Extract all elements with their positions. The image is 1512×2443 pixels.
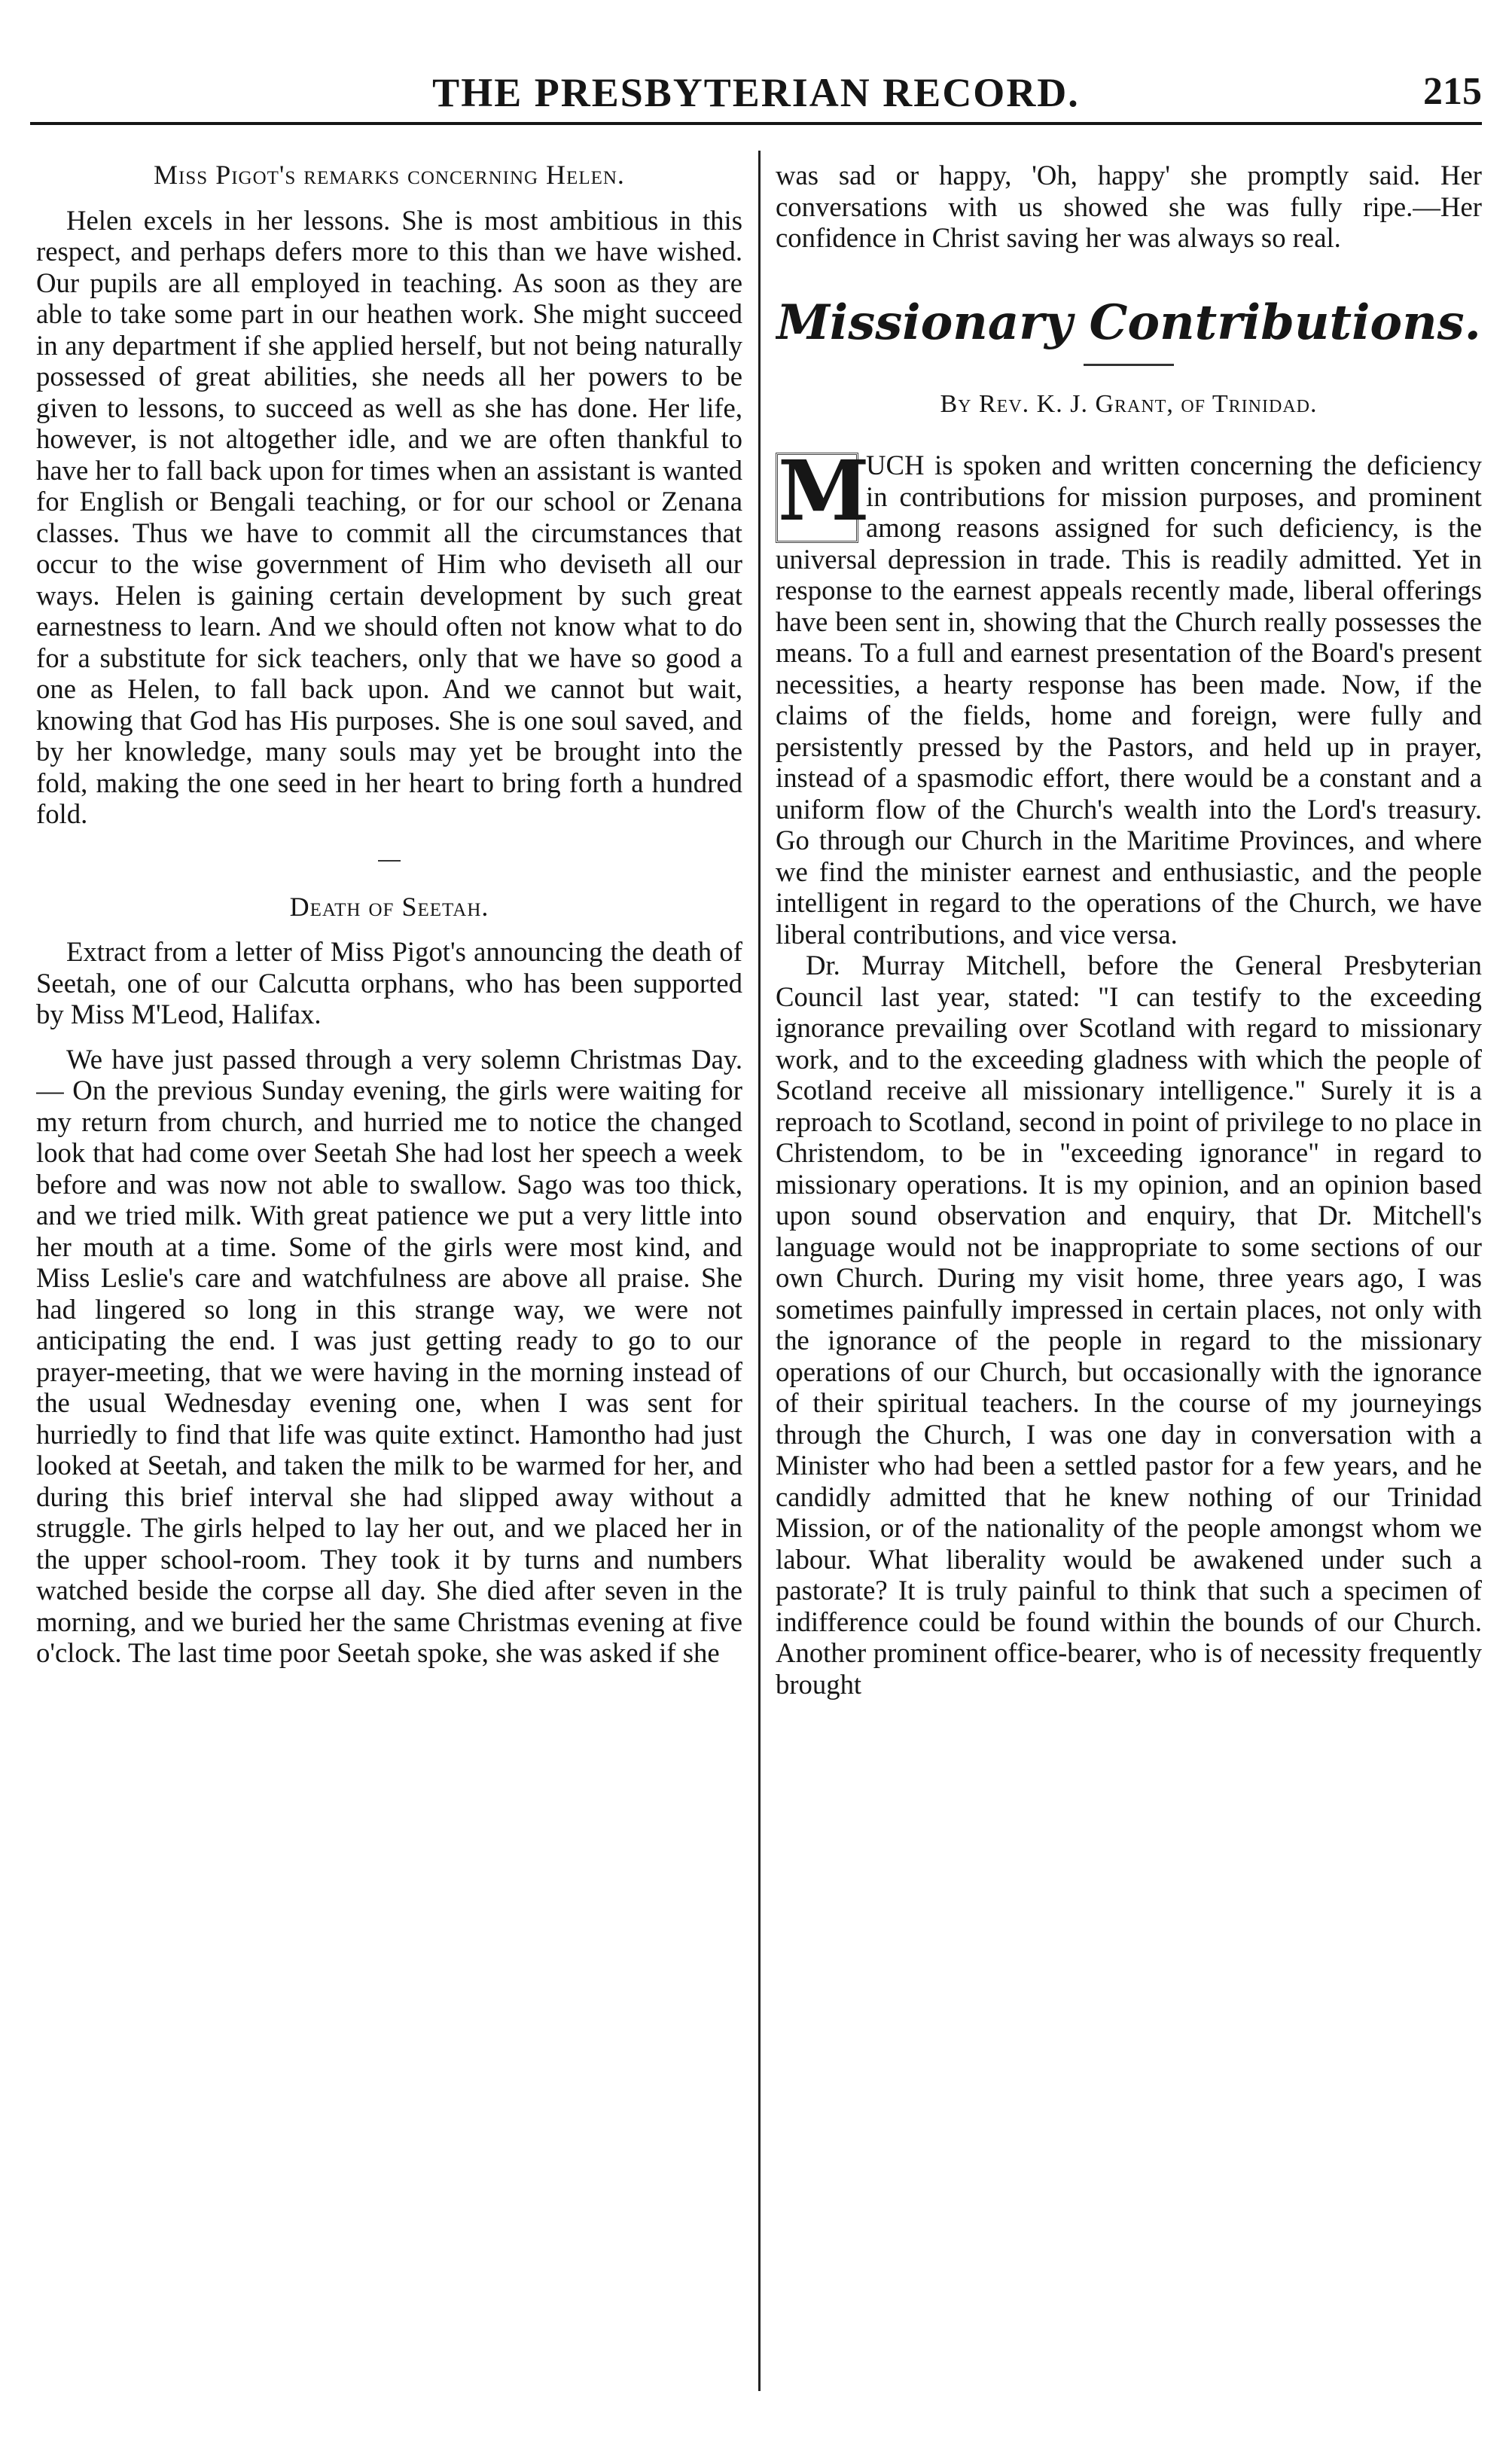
page-number: 215 xyxy=(1423,70,1482,113)
column-divider xyxy=(758,151,761,2391)
article-paragraph-2: Dr. Murray Mitchell, before the General Presbyterian Council last year, stated: "I can testify to the exceeding ignorance prevailing over Scotland with regard to missionary work, and to the exceeding gladness with which the people of Scotland receive all missionary intelligence." Surely it is a reproach to Scotland, second in point of privilege to no place in Christendom, to be in "exceeding ignorance" in regard to missionary operations. It is my opinion, and an opinion based upon sound observation and enquiry, that Dr. Mitchell's language would not be inappropriate to some sections of our own Church. During my visit home, three years ago, I was sometimes painfully impressed in certain places, not only with the ignorance of the people in regard to the missionary operations of our Church, but occasionally with the ignorance of their spiritual teachers. In the course of my journeyings through the Church, I was one day in conversation with a Minister who had been a settled pastor for a few years, and he candidly admitted that he knew nothing of our Trinidad Mission, or of the nationality of the people amongst whom we labour. What liberality would be awakened under such a pastorate? It is truly painful to think that such a specimen of indifference could be found within the bounds of our Church. Another prominent office-bearer, who is of necessity frequently brought xyxy=(776,950,1482,1700)
title-rule xyxy=(1084,364,1174,366)
right-column xyxy=(776,160,1482,2396)
drop-cap: M xyxy=(776,453,858,543)
section-heading-seetah: Death of Seetah. xyxy=(289,891,489,922)
left-column xyxy=(36,160,742,2396)
seetah-intro-paragraph: Extract from a letter of Miss Pigot's announcing the death of Seetah, one of our Calcutta orphans, who has been supported by Miss M'Leod, Halifax. xyxy=(36,936,742,1029)
seetah-letter-paragraph: We have just passed through a very solemn Christmas Day.— On the previous Sunday evening, the girls were waiting for my return from church, and hurried me to notice the changed look that had come over Seetah She had lost her speech a week before and was now not able to swallow. Sago was too thick, and we tried milk. With great patience we put a very little into her mouth at a time. Some of the girls were most kind, and Miss Leslie's care and watchfulness are above all praise. She had lingered so long in this strange way, we were not anticipating the end. I was just getting ready to go to our prayer-meeting, that we were having in the morning instead of the usual Wednesday evening one, when I was sent for hurriedly to find that life was quite extinct. Hamontho had just looked at Seetah, and taken the milk to be warmed for her, and during this brief interval she had slipped away without a struggle. The girls helped to lay her out, and we placed her in the upper school-room. They took it by turns and numbers watched beside the corpse all day. She died after seven in the morning, and we buried her the same Christmas evening at five o'clock. The last time poor Seetah spoke, she was asked if she xyxy=(36,1043,742,1668)
article-paragraph-1: UCH is spoken and written concerning the deficiency in contributions for mission purposes, and prominent among reasons assigned for such deficiency, is the universal depression in trade. This is readily admitted. Yet in response to the earnest appeals recently made, liberal offerings have been sent in, showing that the Church really possesses the means. To a full and earnest presentation of the Board's present necessities, a hearty response has been made. Now, if the claims of the fields, home and foreign, were fully and persistently pressed by the Pastors, and held up in prayer, instead of a spasmodic effort, there would be a constant and a uniform flow of the Church's wealth into the Lord's treasury. Go through our Church in the Maritime Provinces, and where we find the minister earnest and enthusiastic, and the people intelligent in regard to the operations of the Church, we have liberal contributions, and vice versa. xyxy=(776,450,1482,950)
article-title: Missionary Contributions. xyxy=(776,294,1481,351)
page-header xyxy=(30,69,1482,125)
article-byline: By Rev. K. J. Grant, of Trinidad. xyxy=(940,389,1318,418)
section-heading-helen: Miss Pigot's remarks concerning Helen. xyxy=(154,160,625,190)
continued-paragraph: was sad or happy, 'Oh, happy' she promptly said. Her conversations with us showed she was fully ripe.—Her confidence in Christ saving her was always so real. xyxy=(776,160,1482,253)
running-title: THE PRESBYTERIAN RECORD. xyxy=(432,70,1080,115)
helen-paragraph: Helen excels in her lessons. She is most ambitious in this respect, and perhaps defers more to this than we have wished. Our pupils are all employed in teaching. As soon as they are able to take some part in our heathen work. She might succeed in any department if she applied herself, but not being naturally possessed of great abilities, she needs all her powers to be given to lessons, to succeed as well as she has done. Her life, however, is not altogether idle, and we are often thankful to have her to fall back upon for times when an assistant is wanted for English or Bengali teaching, or for our school or Zenana classes. Thus we have to commit all the circumstances that occur to the wise government of Him who deviseth all our ways. Helen is gaining certain development by such great earnestness to learn. And we should often not know what to do for a substitute for sick teachers, only that we have so good a one as Helen, to fall back upon. And we cannot but wait, knowing that God has His purposes. She is one soul saved, and by her knowledge, many souls may yet be brought into the fold, making the one seed in her heart to bring forth a hundred fold. xyxy=(36,204,742,829)
article-opening xyxy=(776,442,1482,950)
